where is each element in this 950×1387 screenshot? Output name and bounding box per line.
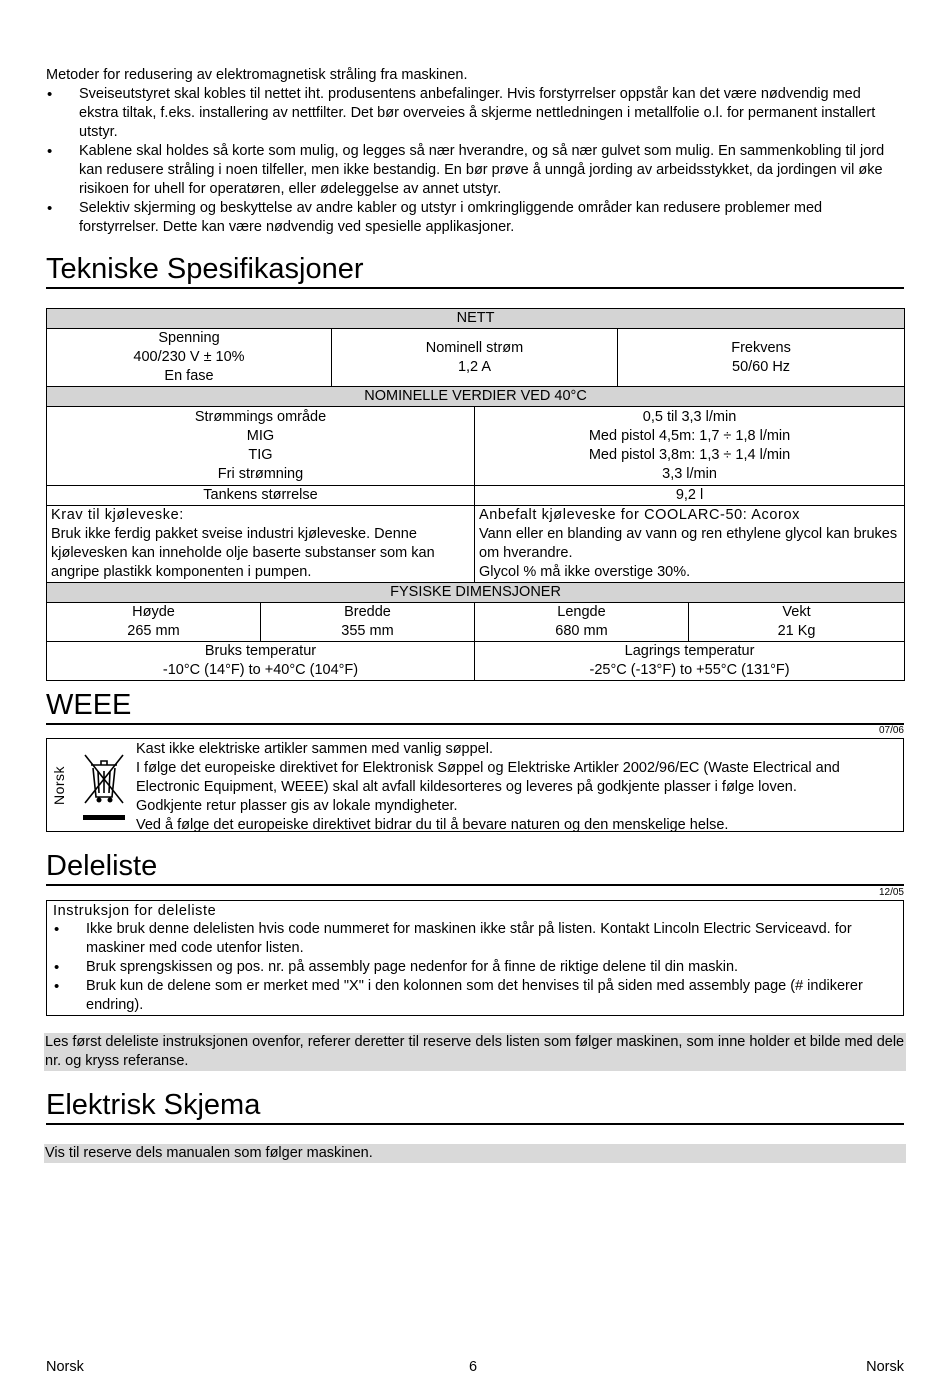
flow-value-free: 3,3 l/min [662, 466, 717, 482]
coolant-req-title: Krav til kjøleveske: [51, 507, 184, 523]
strom-value: 1,2 A [457, 358, 492, 375]
deleliste-title: Deleliste [46, 850, 904, 886]
parts-box-title: Instruksjon for deleliste [53, 903, 217, 919]
spenning-phase: En fase [164, 368, 214, 384]
flow-label-tig: TIG [248, 447, 273, 463]
intro-bullet-1: • Sveiseutstyret skal kobles til nettet iht. produsentens anbefalinger. Hvis forstyrrelser oppstår kan det være nødvendig med ekstra tiltak, f.eks. installering av nettfilter. Det bør overveies å skjerme nettledningen i metallfolie o.l. for permanent installert utstyr. [46, 85, 904, 142]
crossed-bin-icon [77, 747, 131, 825]
spenning-label: Spenning [158, 330, 220, 346]
emc-intro [46, 66, 904, 237]
weee-line-2: I følge det europeiske direktivet for Elektronisk Søppel og Elektriske Artikler 2002/96/EC (Waste Electrical and Electronic Equipment, WEEE) skal alt avfall kildesorteres og leveres på godkjente plasser i følge loven. [136, 760, 840, 795]
tech-spec-title: Tekniske Spesifikasjoner [46, 253, 904, 289]
weee-text [136, 740, 901, 835]
flow-label-range: Strømmings område [194, 409, 327, 425]
parts-bullet-3: • Bruk kun de delene som er merket med "X" i den kolonnen som det henvises til på siden med assembly page (# indikerer endring). [53, 977, 893, 1015]
weee-side-label: Norsk [51, 765, 67, 805]
coolant-rec-title: Anbefalt kjøleveske for COOLARC-50: Acorox [479, 507, 800, 523]
coolant-recommended-cell [475, 506, 905, 583]
flow-label-free: Fri strømning [217, 466, 304, 482]
coolant-rec-text-1: Vann eller en blanding av vann og ren ethylene glycol kan brukes om hverandre. [479, 526, 898, 561]
skjema-title: Elektrisk Skjema [46, 1089, 904, 1125]
footer-left: Norsk [46, 1359, 84, 1375]
vekt-value: 21 Kg [777, 623, 816, 639]
page-footer [46, 1359, 904, 1379]
vekt-cell [689, 603, 905, 642]
tank-value: 9,2 l [475, 486, 905, 506]
lengde-value: 680 mm [555, 623, 608, 639]
lagrings-cell [475, 642, 905, 681]
parts-note: Les først deleliste instruksjonen ovenfor, referer deretter til reserve dels listen som følger maskinen, som inne holder et bilde med dele nr. og kryss referanse. [45, 1034, 905, 1069]
strom-label: Nominell strøm [425, 339, 524, 356]
nominelle-header: NOMINELLE VERDIER VED 40°C [47, 387, 905, 407]
flow-value-tig: Med pistol 3,8m: 1,3 ÷ 1,4 l/min [588, 447, 791, 463]
lengde-label: Lengde [557, 604, 606, 620]
hoyde-cell [47, 603, 261, 642]
parts-bullets [53, 920, 893, 1015]
weee-line-3: Godkjente retur plasser gis av lokale myndigheter. [136, 798, 458, 814]
coolant-requirements-cell [47, 506, 475, 583]
weee-line-1: Kast ikke elektriske artikler sammen med vanlig søppel. [136, 741, 493, 757]
parts-instructions-box [46, 900, 904, 1016]
intro-bullet-2: • Kablene skal holdes så korte som mulig, og legges så nær hverandre, og så nær gulvet som mulig. En sammenkobling til jord kan redusere stråling i noen tilfeller, men ikke bestandig. En bør prøve å unngå jording av arbeidsstykket, da jordingen vil øke risikoen for uhell for operatøren, eller ødeleggelse av annet utstyr. [46, 142, 904, 199]
lengde-cell [475, 603, 689, 642]
lagrings-label: Lagrings temperatur [624, 643, 755, 659]
bruks-label: Bruks temperatur [204, 643, 317, 659]
strom-cell [332, 329, 618, 387]
footer-right: Norsk [866, 1359, 904, 1375]
intro-bullets [46, 85, 904, 237]
coolant-rec-text-2: Glycol % må ikke overstige 30%. [479, 564, 691, 580]
frekvens-cell [618, 329, 905, 387]
weee-line-4: Ved å følge det europeiske direktivet bidrar du til å bevare naturen og den menskelige helse. [136, 817, 729, 833]
flow-label-mig: MIG [246, 428, 275, 444]
bruks-value: -10°C (14°F) to +40°C (104°F) [162, 662, 359, 678]
bredde-label: Bredde [344, 604, 391, 620]
parts-bullet-1: • Ikke bruk denne delelisten hvis code nummeret for maskinen ikke står på listen. Kontakt Lincoln Electric Serviceavd. for maskiner med code utenfor listen. [53, 920, 893, 958]
bredde-cell [261, 603, 475, 642]
weee-box [46, 738, 904, 832]
nett-header: NETT [47, 309, 905, 329]
weee-revision: 07/06 [878, 725, 904, 736]
page-number: 6 [469, 1359, 478, 1375]
spenning-cell [47, 329, 332, 387]
intro-heading: Metoder for redusering av elektromagnetisk stråling fra maskinen. [46, 67, 468, 83]
flow-value-range: 0,5 til 3,3 l/min [642, 409, 737, 425]
frekvens-label: Frekvens [731, 339, 791, 356]
bredde-value: 355 mm [341, 623, 394, 639]
intro-bullet-3: • Selektiv skjerming og beskyttelse av andre kabler og utstyr i omkringliggende områder kan redusere problemer med forstyrrelser. Dette kan være nødvendig ved spesielle applikasjoner. [46, 199, 904, 237]
deleliste-revision: 12/05 [878, 887, 904, 898]
coolant-req-text: Bruk ikke ferdig pakket sveise industri kjøleveske. Denne kjølevesken kan inneholde olje baserte substanser som kan angripe plastikk komponenten i pumpen. [51, 526, 435, 580]
spec-table [46, 308, 905, 681]
flow-values-cell [475, 407, 905, 486]
frekvens-value: 50/60 Hz [732, 358, 791, 375]
tank-label: Tankens størrelse [47, 486, 475, 506]
parts-bullet-2: • Bruk sprengskissen og pos. nr. på assembly page nedenfor for å finne de riktige delene til din maskin. [53, 958, 893, 977]
bruks-cell [47, 642, 475, 681]
skjema-note: Vis til reserve dels manualen som følger maskinen. [44, 1144, 906, 1163]
hoyde-label: Høyde [132, 604, 175, 620]
fysiske-header: FYSISKE DIMENSJONER [47, 583, 905, 603]
spenning-value: 400/230 V ± 10% [133, 349, 245, 365]
lagrings-value: -25°C (-13°F) to +55°C (131°F) [589, 662, 790, 678]
flow-value-mig: Med pistol 4,5m: 1,7 ÷ 1,8 l/min [588, 428, 791, 444]
hoyde-value: 265 mm [127, 623, 180, 639]
flow-labels-cell [47, 407, 475, 486]
vekt-label: Vekt [782, 604, 811, 620]
weee-title: WEEE [46, 689, 904, 725]
